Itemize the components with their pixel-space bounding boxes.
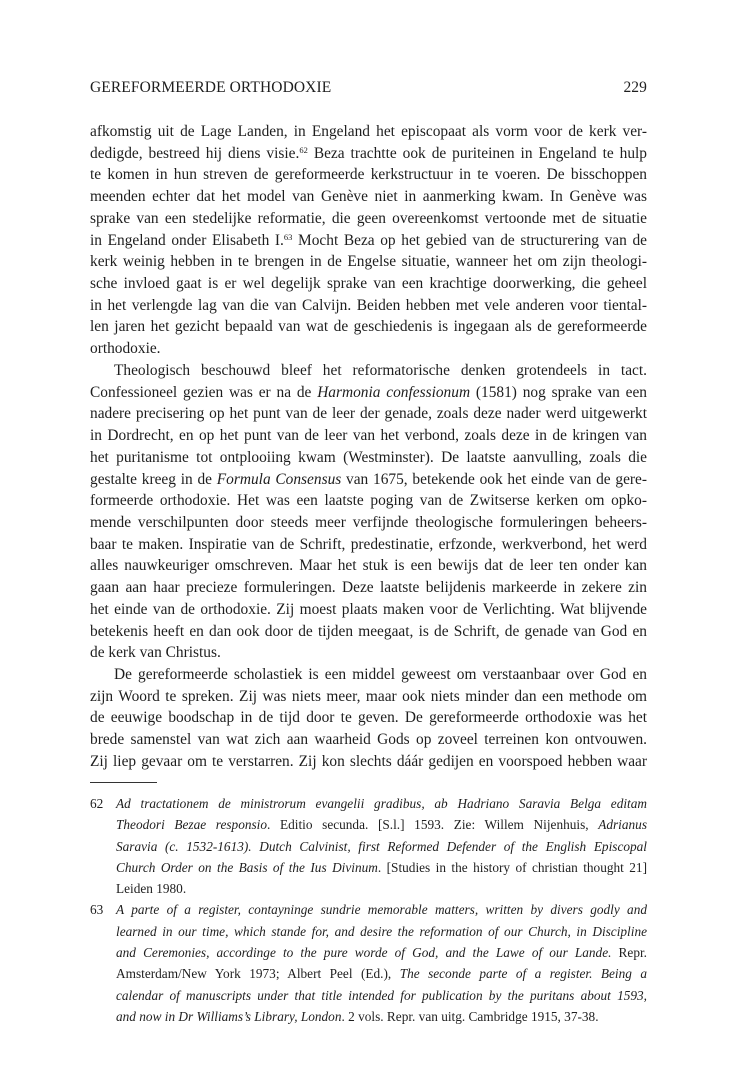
text-line bbox=[90, 273, 647, 295]
text-segment: alles nauwkeuriger omschreven. Maar het stuk is een bewijs dat de leer ten onder kan bbox=[90, 557, 647, 575]
page-number: 229 bbox=[623, 79, 647, 96]
text-line bbox=[90, 338, 647, 360]
text-line bbox=[90, 186, 647, 208]
footnote-text: Leiden 1980. bbox=[116, 881, 187, 897]
text-line bbox=[90, 143, 647, 165]
text-line bbox=[90, 425, 647, 447]
footnote-line bbox=[116, 942, 647, 963]
text-segment: de eeuwige boodschap in de tijd door te geven. De gereformeerde orthodoxie was het bbox=[90, 709, 647, 727]
footnote-line bbox=[116, 899, 647, 920]
footnote-italic: learned in our time, which stande for, and desire the reformation of our Church, in Discipline bbox=[116, 923, 647, 939]
text-segment: meenden echter dat het model van Genève niet in aanmerking kwam. In Genève was bbox=[90, 188, 647, 206]
footnote-italic: calendar of manuscripts under that title intended for publication by the puritans about 1593, bbox=[116, 987, 647, 1003]
text-segment: orthodoxie. bbox=[90, 340, 161, 358]
text-segment: brede samenstel van wat zich aan waarheid Gods op zoveel terreinen kon ontvouwen. bbox=[90, 731, 647, 749]
text-segment: mende verschilpunten door steeds meer verfijnde theologische formuleringen beheers- bbox=[90, 513, 647, 531]
footnote-line bbox=[116, 836, 647, 857]
footnotes bbox=[90, 793, 647, 1027]
text-line bbox=[90, 164, 647, 186]
text-segment: (1581) nog sprake van een bbox=[470, 383, 647, 401]
footnote-line bbox=[116, 963, 647, 984]
text-line bbox=[90, 360, 647, 382]
text-line bbox=[90, 121, 647, 143]
footnote-text: Repr. bbox=[611, 945, 647, 961]
text-segment: de kerk van Christus. bbox=[90, 644, 221, 662]
text-segment: Confessioneel gezien was er na de bbox=[90, 383, 318, 401]
text-line bbox=[90, 599, 647, 621]
text-line bbox=[90, 751, 647, 773]
italic-title: Formula Consensus bbox=[216, 470, 342, 488]
footnote-63 bbox=[90, 899, 647, 1027]
text-line bbox=[90, 664, 647, 686]
footnote-separator bbox=[90, 782, 157, 783]
footnote-italic: and now in Dr Williams’s Library, London bbox=[116, 1008, 342, 1024]
text-line bbox=[90, 447, 647, 469]
text-segment: in Dordrecht, en op het punt van de leer van het verbond, zoals deze in de kringen van bbox=[90, 427, 647, 445]
text-segment: sche invloed gaat is er wel degelijk sprake van een krachtige doorwerking, die geheel bbox=[90, 275, 647, 293]
text-line bbox=[90, 230, 647, 252]
running-title: GEREFORMEERDE ORTHODOXIE bbox=[90, 79, 332, 96]
text-segment: sprake van een stedelijke reformatie, die geen overeenkomst vertoonde met de situatie bbox=[90, 209, 647, 227]
footnote-italic: Church Order on the Basis of the Ius Divinum bbox=[116, 859, 378, 875]
footnote-italic: and Ceremonies, accordinge to the pure worde of God, and the Lawe of our Lande. bbox=[116, 945, 612, 961]
text-segment: het einde van de orthodoxie. Zij moest plaats maken voor de Verlichting. Wat blijvende bbox=[90, 600, 647, 618]
text-line bbox=[90, 316, 647, 338]
footnote-text: . [Studies in the history of christian thought 21] bbox=[377, 859, 647, 875]
text-line bbox=[90, 251, 647, 273]
text-segment: Zij liep gevaar om te verstarren. Zij kon slechts dáár gedijen en voorspoed hebben waar bbox=[90, 752, 647, 770]
footnote-text: . Editio secunda. [S.l.] 1593. Zie: Willem Nijenhuis, bbox=[267, 817, 599, 833]
footnote-italic: Saravia (c. 1532-1613). Dutch Calvinist, first Reformed Defender of the English Episcopal bbox=[116, 838, 647, 854]
text-segment: Theologisch beschouwd bleef het reformatorische denken grotendeels in tact. bbox=[114, 361, 647, 379]
text-line bbox=[90, 686, 647, 708]
footnote-italic: A parte of a register, contayninge sundrie memorable matters, written by divers godly and bbox=[116, 902, 647, 918]
footnote-italic: The seconde parte of a register. Being a bbox=[399, 966, 647, 982]
text-line bbox=[90, 490, 647, 512]
text-segment: baar te maken. Inspiratie van de Schrift, predestinatie, erfzonde, werkverbond, het werd bbox=[90, 535, 647, 553]
text-segment: Beza trachtte ook de puriteinen in Engeland te hulp bbox=[307, 144, 647, 162]
text-line bbox=[90, 555, 647, 577]
footnote-italic: Ad tractationem de ministrorum evangelii gradibus, ab Hadriano Saravia Belga editam bbox=[116, 796, 647, 811]
footnote-line bbox=[116, 985, 647, 1006]
footnote-line bbox=[116, 921, 647, 942]
text-line bbox=[90, 208, 647, 230]
text-segment: formeerde orthodoxie. Het was een laatste poging van de Zwitserse kerken om opko- bbox=[90, 492, 647, 510]
footnote-line bbox=[116, 857, 647, 878]
text-line bbox=[90, 512, 647, 534]
footnote-number: 63 bbox=[90, 902, 104, 918]
text-segment: kerk weinig hebben in te brengen in de Engelse situatie, wanneer het om zijn theologi- bbox=[90, 253, 647, 271]
footnote-number: 62 bbox=[90, 796, 104, 811]
text-line bbox=[90, 729, 647, 751]
text-segment: afkomstig uit de Lage Landen, in Engeland het episcopaat als vorm voor de kerk ver- bbox=[90, 123, 647, 140]
footnote-text: Amsterdam/New York 1973; Albert Peel (Ed.), bbox=[116, 966, 400, 982]
text-line bbox=[90, 403, 647, 425]
text-segment: gestalte kreeg in de bbox=[90, 470, 217, 488]
text-line bbox=[90, 295, 647, 317]
text-segment: len jaren het gezicht bepaald van wat de geschiedenis is ingegaan als de gereformeerde bbox=[90, 318, 647, 336]
text-segment: gaan aan haar precieze formuleringen. Deze laatste belijdenis markeerde in zekere zin bbox=[90, 579, 647, 597]
running-header bbox=[90, 79, 647, 99]
text-line bbox=[90, 382, 647, 404]
text-segment: in Engeland onder Elisabeth I. bbox=[90, 231, 284, 249]
text-line bbox=[90, 621, 647, 643]
text-segment: het puritanisme tot ontplooiing kwam (Westminster). De laatste aanvulling, zoals die bbox=[90, 448, 647, 466]
text-segment: zijn Woord te spreken. Zij was niets meer, maar ook niets minder dan een methode om bbox=[90, 687, 647, 705]
text-line bbox=[90, 469, 647, 491]
footnote-line bbox=[116, 1006, 647, 1027]
text-segment: betekenis heeft en dan ook door de tijden meegaat, is de Schrift, de genade van God en bbox=[90, 622, 647, 640]
text-segment: nadere precisering op het punt van de leer der genade, zoals deze nader werd uitgewerkt bbox=[90, 405, 647, 423]
text-segment: van 1675, betekende ook het einde van de gere- bbox=[341, 470, 647, 488]
text-segment: te komen in hun streven de gereformeerde kerkstructuur in te voeren. De bisschoppen bbox=[90, 166, 647, 184]
body-text bbox=[90, 121, 647, 773]
text-segment: De gereformeerde scholastiek is een middel geweest om verstaanbaar over God en bbox=[114, 665, 647, 683]
footnote-ref: 62 bbox=[299, 144, 308, 155]
text-line bbox=[90, 707, 647, 729]
italic-title: Harmonia confessionum bbox=[317, 383, 471, 401]
footnote-line bbox=[116, 793, 647, 814]
text-line bbox=[90, 577, 647, 599]
footnote-italic: Theodori Bezae responsio bbox=[116, 817, 268, 833]
text-line bbox=[90, 642, 647, 664]
footnote-line bbox=[116, 878, 647, 899]
footnote-line bbox=[116, 814, 647, 835]
footnote-ref: 63 bbox=[283, 231, 293, 242]
text-line bbox=[90, 534, 647, 556]
footnote-italic: Adrianus bbox=[598, 817, 647, 833]
footnote-62 bbox=[90, 793, 647, 899]
text-segment: dedigde, bestreed hij diens visie. bbox=[90, 144, 300, 162]
text-segment: Mocht Beza op het gebied van de structurering van de bbox=[292, 231, 647, 249]
footnote-text: . 2 vols. Repr. van uitg. Cambridge 1915, 37-38. bbox=[341, 1008, 599, 1024]
text-segment: in het verlengde lag van die van Calvijn. Beiden hebben met vele anderen voor tiental- bbox=[90, 296, 647, 314]
